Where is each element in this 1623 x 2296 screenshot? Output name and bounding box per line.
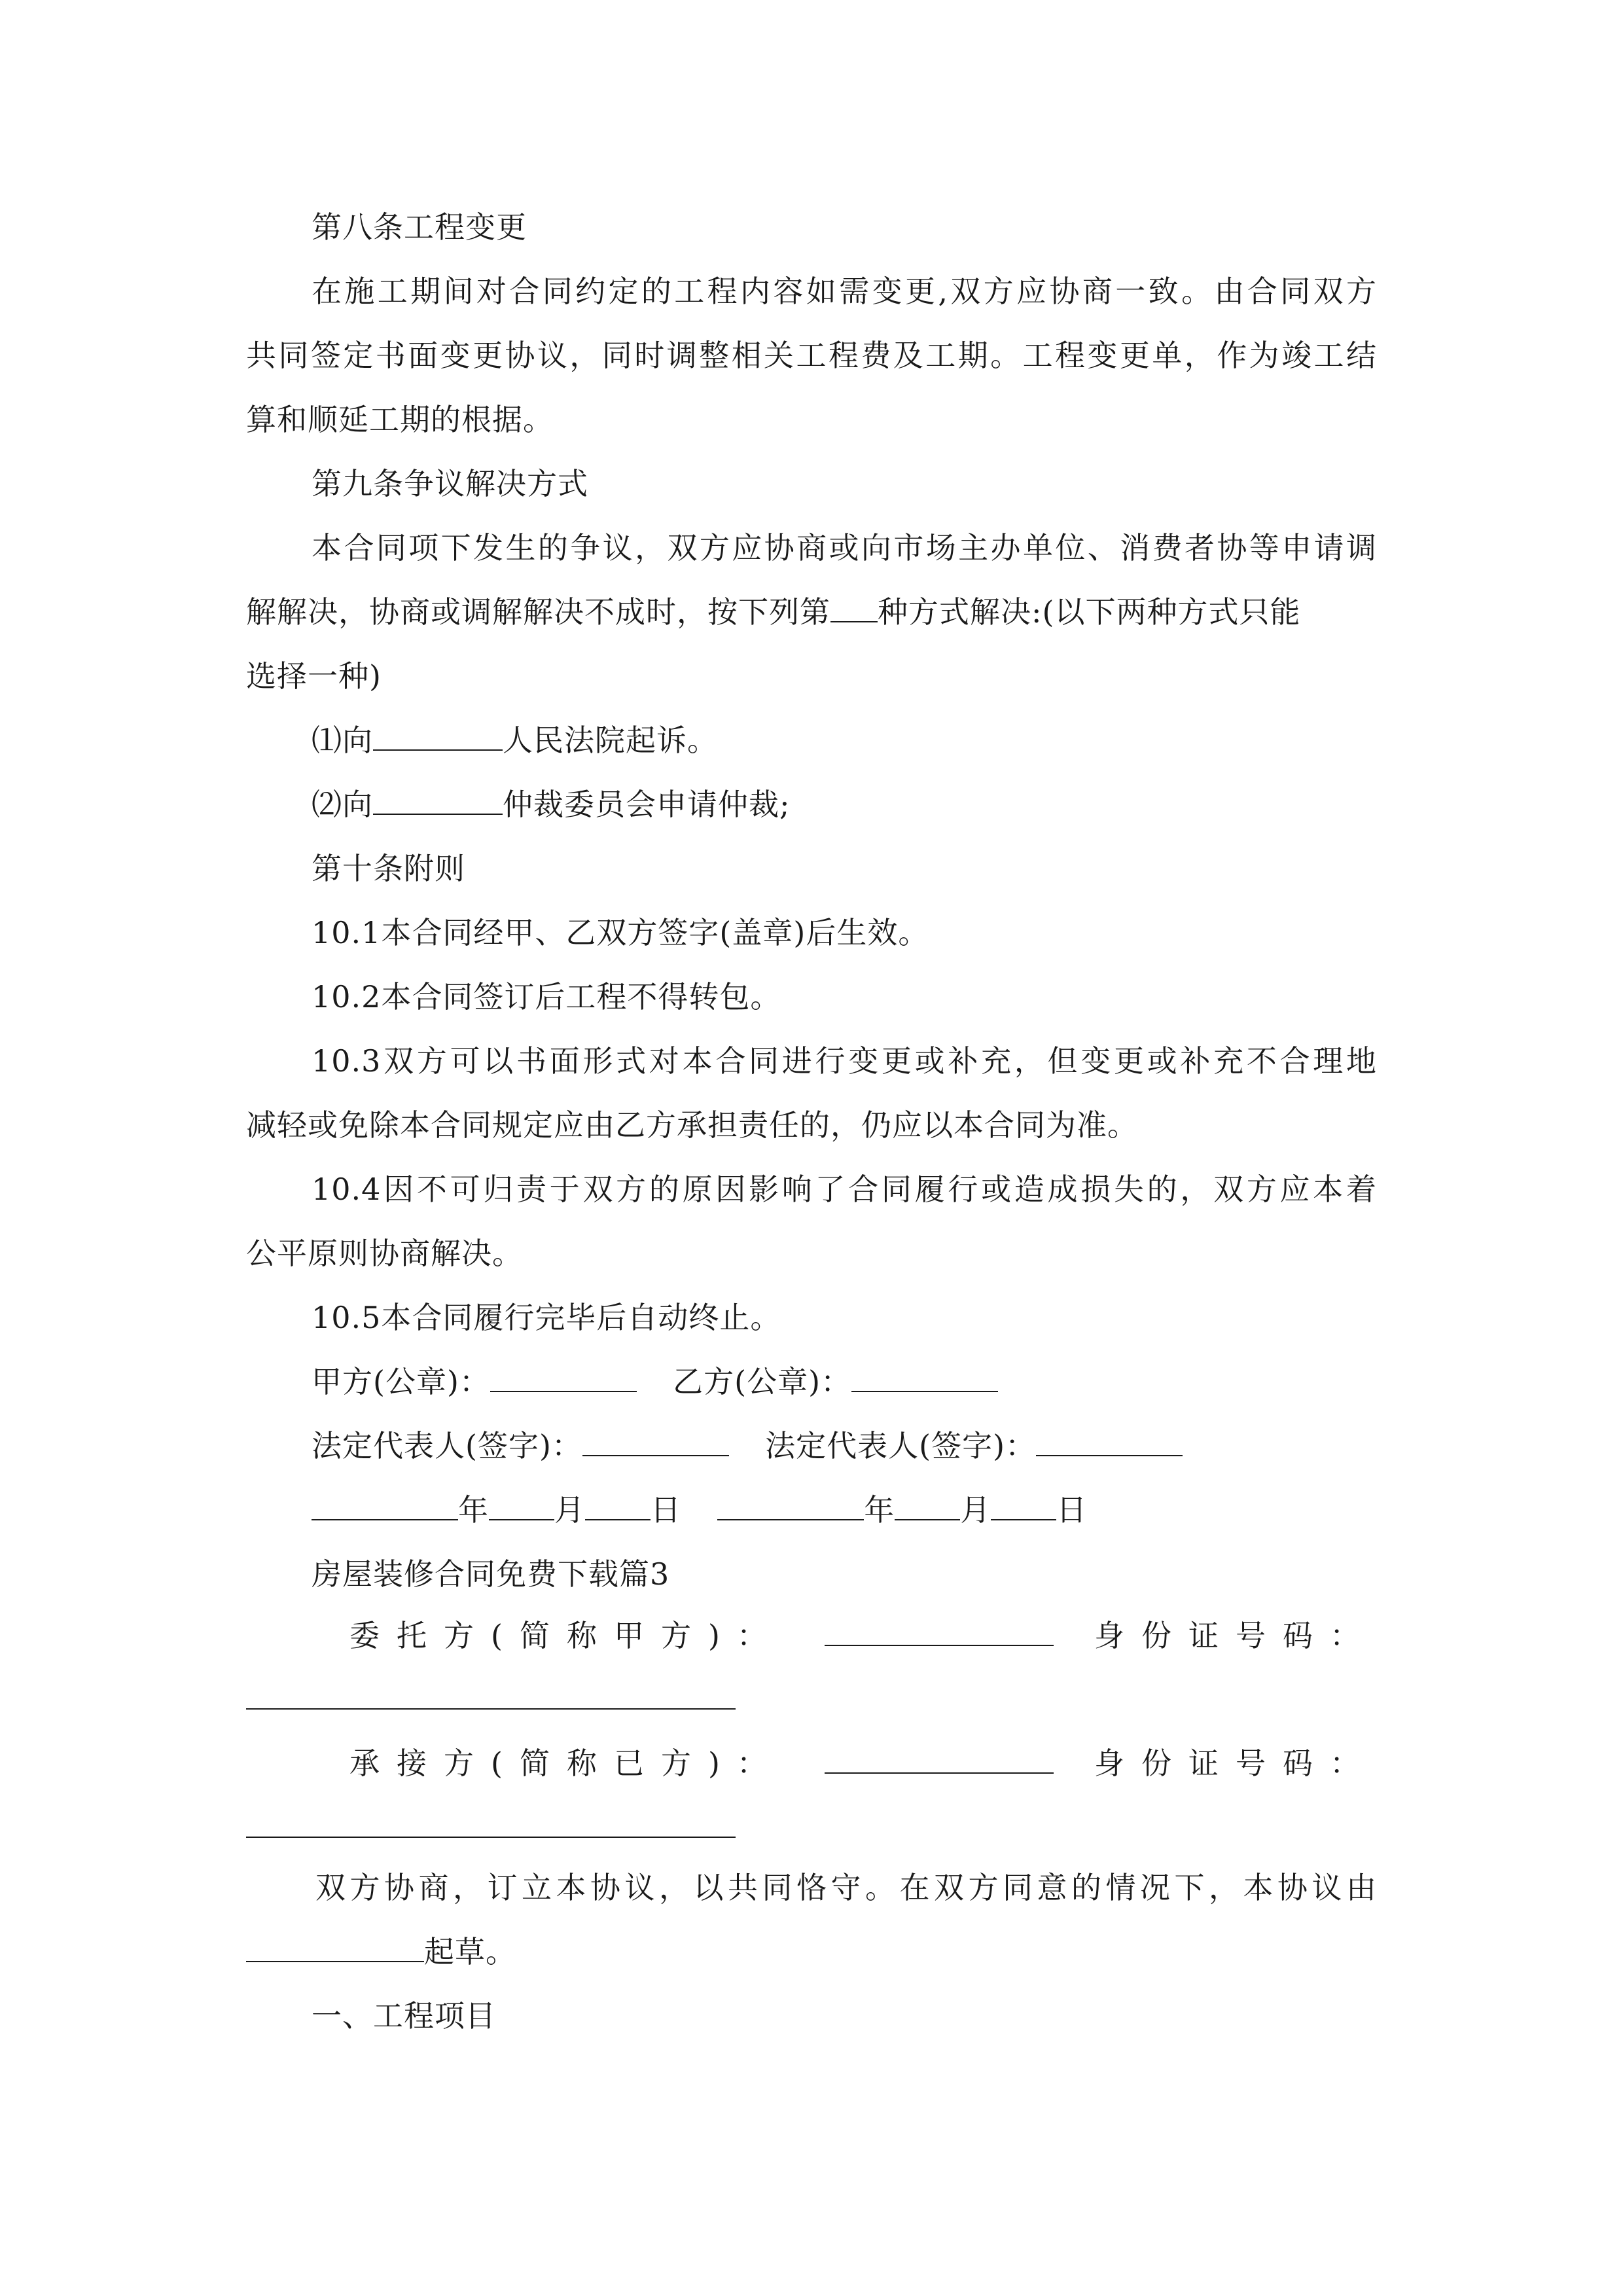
party-a-seal-blank bbox=[490, 1352, 637, 1392]
part-3-heading: 房屋装修合同免费下载篇3 bbox=[312, 1556, 670, 1592]
method-number-blank bbox=[830, 582, 878, 622]
year-label-a: 年 bbox=[458, 1492, 489, 1528]
contractor-row bbox=[349, 1731, 1377, 1795]
section-1-heading: 一、工程项目 bbox=[312, 1998, 496, 2034]
article-8-para-line-3: 算和顺延工期的根据。 bbox=[246, 402, 554, 437]
agreement-line-2 bbox=[246, 1920, 1377, 1984]
date-row bbox=[312, 1478, 1377, 1542]
party-b-rep-blank bbox=[1036, 1416, 1183, 1456]
clause-10-4-line-1: 10.4因不可归责于双方的原因影响了合同履行或造成损失的，双方应本着 bbox=[312, 1172, 1377, 1207]
representative-row bbox=[312, 1414, 1377, 1478]
agreement-line-1: 双方协商，订立本协议，以共同恪守。在双方同意的情况下，本协议由 bbox=[315, 1870, 1377, 1905]
option-2-prefix: ⑵向 bbox=[312, 787, 373, 822]
court-name-blank bbox=[373, 710, 503, 751]
party-a-year-blank bbox=[312, 1480, 458, 1520]
clause-10-5: 10.5本合同履行完毕后自动终止。 bbox=[312, 1300, 781, 1335]
clause-10-4-line-2: 公平原则协商解决。 bbox=[246, 1236, 523, 1271]
arbitration-name-blank bbox=[373, 774, 503, 815]
article-10-title: 第十条附则 bbox=[312, 851, 465, 886]
contractor-label: 承接方(简称已方)： bbox=[349, 1746, 784, 1781]
day-label-b: 日 bbox=[1056, 1492, 1088, 1528]
clause-10-1: 10.1本合同经甲、乙双方签字(盖章)后生效。 bbox=[312, 915, 929, 950]
article-8-title: 第八条工程变更 bbox=[312, 209, 527, 245]
clause-10-3-line-1: 10.3双方可以书面形式对本合同进行变更或补充，但变更或补充不合理地 bbox=[312, 1043, 1377, 1079]
contractor-id-label: 身份证号码： bbox=[1094, 1746, 1377, 1781]
party-a-month-blank bbox=[489, 1480, 554, 1520]
option-1-prefix: ⑴向 bbox=[312, 723, 373, 758]
party-b-year-blank bbox=[717, 1480, 864, 1520]
article-9-para-line-2 bbox=[246, 580, 1377, 644]
client-name-blank bbox=[825, 1605, 1054, 1646]
party-b-rep-label: 法定代表人(签字)： bbox=[765, 1428, 1037, 1463]
article-9-para-line-3: 选择一种) bbox=[246, 658, 382, 694]
article-8-para-line-1: 在施工期间对合同约定的工程内容如需变更,双方应协商一致。由合同双方 bbox=[312, 274, 1377, 309]
article-9-option-2 bbox=[312, 772, 1377, 836]
year-label-b: 年 bbox=[864, 1492, 895, 1528]
client-label: 委托方(简称甲方)： bbox=[349, 1618, 784, 1653]
seal-row bbox=[312, 1350, 1377, 1414]
party-b-month-blank bbox=[895, 1480, 960, 1520]
article-9-title: 第九条争议解决方式 bbox=[312, 466, 588, 501]
party-a-day-blank bbox=[585, 1480, 651, 1520]
client-id-blank bbox=[246, 1708, 736, 1710]
drafter-blank bbox=[246, 1922, 424, 1962]
article-9-para-line-1: 本合同项下发生的争议，双方应协商或向市场主办单位、消费者协等申请调 bbox=[312, 530, 1377, 565]
article-9-line-2-suffix: 种方式解决:(以下两种方式只能 bbox=[878, 594, 1301, 630]
month-label-a: 月 bbox=[554, 1492, 585, 1528]
clause-10-2: 10.2本合同签订后工程不得转包。 bbox=[312, 979, 781, 1014]
party-b-seal-blank bbox=[851, 1352, 998, 1392]
option-1-suffix: 人民法院起诉。 bbox=[503, 723, 718, 758]
client-row bbox=[349, 1604, 1377, 1668]
party-a-rep-blank bbox=[582, 1416, 729, 1456]
article-8-para-line-2: 共同签定书面变更协议，同时调整相关工程费及工期。工程变更单，作为竣工结 bbox=[246, 338, 1377, 373]
party-b-day-blank bbox=[991, 1480, 1056, 1520]
client-id-label: 身份证号码： bbox=[1094, 1618, 1377, 1653]
contractor-name-blank bbox=[825, 1733, 1054, 1774]
contractor-id-blank bbox=[246, 1837, 736, 1838]
day-label-a: 日 bbox=[651, 1492, 681, 1528]
party-a-seal-label: 甲方(公章)： bbox=[312, 1364, 490, 1399]
article-9-option-1 bbox=[312, 708, 1377, 772]
month-label-b: 月 bbox=[960, 1492, 991, 1528]
article-9-line-2-prefix: 解解决，协商或调解解决不成时，按下列第 bbox=[246, 594, 830, 630]
agreement-line-2-suffix: 起草。 bbox=[424, 1934, 516, 1969]
clause-10-3-line-2: 减轻或免除本合同规定应由乙方承担责任的，仍应以本合同为准。 bbox=[246, 1107, 1138, 1143]
party-a-rep-label: 法定代表人(签字)： bbox=[312, 1428, 582, 1463]
option-2-suffix: 仲裁委员会申请仲裁; bbox=[503, 787, 791, 822]
party-b-seal-label: 乙方(公章)： bbox=[673, 1364, 852, 1399]
